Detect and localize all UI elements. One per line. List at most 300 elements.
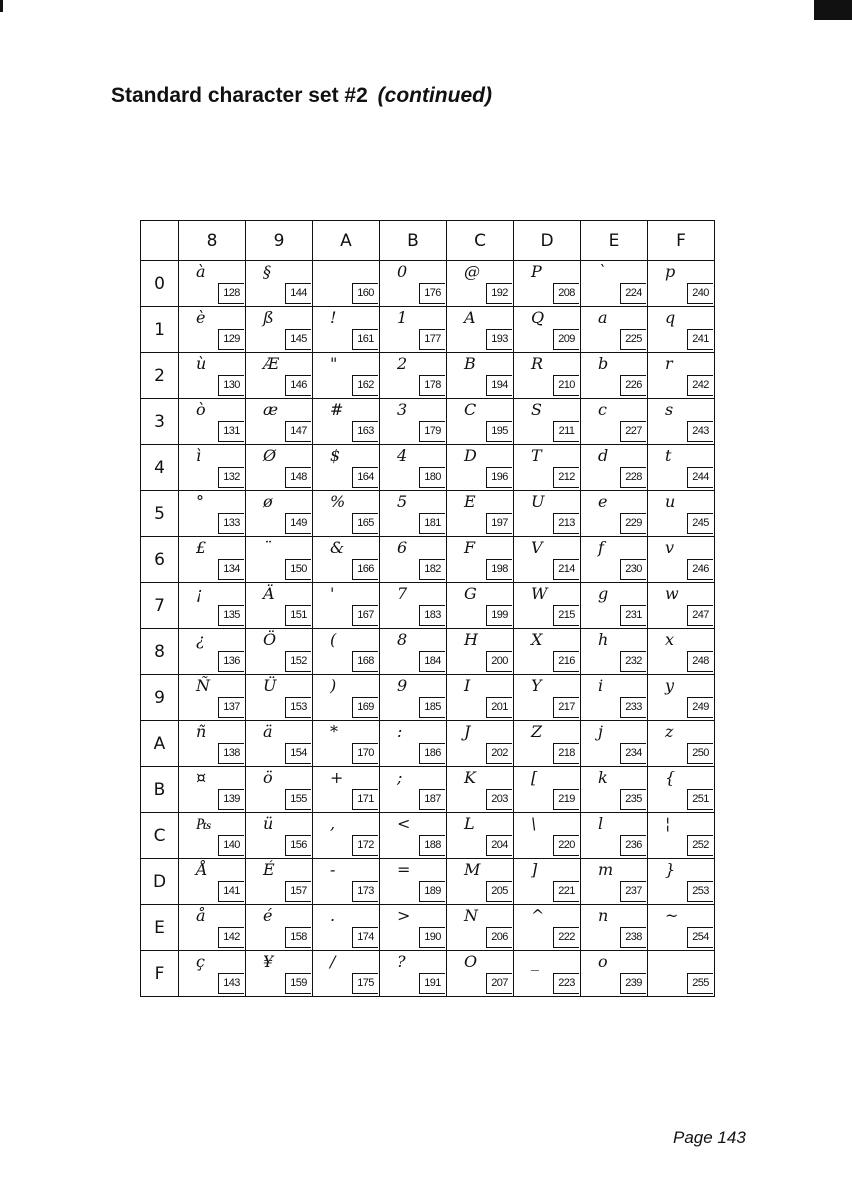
column-header: B: [380, 221, 447, 261]
character-cell: [514, 399, 581, 445]
character-cell: [179, 261, 246, 307]
character-cell: [179, 491, 246, 537]
character-cell: [179, 675, 246, 721]
character-cell: [380, 951, 447, 997]
character-glyph: ö: [263, 768, 273, 787]
character-cell: [648, 859, 715, 905]
character-cell: [581, 859, 648, 905]
character-glyph: G: [464, 584, 477, 603]
row-header: 7: [141, 583, 179, 629]
character-cell: [648, 813, 715, 859]
character-glyph: H: [464, 630, 478, 649]
character-glyph: ø: [263, 492, 273, 511]
character-glyph: ì: [196, 446, 202, 465]
decimal-code-box: 195: [486, 421, 512, 442]
decimal-code-box: 248: [687, 651, 713, 672]
decimal-code-box: 188: [419, 835, 445, 856]
character-cell: [514, 537, 581, 583]
decimal-code-box: 234: [620, 743, 646, 764]
decimal-code-box: 178: [419, 375, 445, 396]
character-cell: [447, 767, 514, 813]
decimal-code-box: 137: [218, 697, 244, 718]
character-glyph: m: [598, 860, 614, 879]
decimal-code-box: 240: [687, 283, 713, 304]
table-corner-cell: [141, 221, 179, 261]
character-glyph: q: [665, 308, 676, 327]
character-glyph: `: [598, 262, 606, 281]
character-cell: [246, 813, 313, 859]
character-glyph: w: [665, 584, 679, 603]
character-cell: [380, 675, 447, 721]
decimal-code-box: 170: [352, 743, 378, 764]
character-cell: [514, 583, 581, 629]
decimal-code-box: 162: [352, 375, 378, 396]
decimal-code-box: 209: [553, 329, 579, 350]
decimal-code-box: 189: [419, 881, 445, 902]
decimal-code-box: 229: [620, 513, 646, 534]
decimal-code-box: 131: [218, 421, 244, 442]
character-cell: [514, 445, 581, 491]
character-glyph: j: [598, 722, 603, 741]
character-cell: [179, 399, 246, 445]
character-cell: [246, 859, 313, 905]
character-cell: [581, 261, 648, 307]
decimal-code-box: 218: [553, 743, 579, 764]
decimal-code-box: 228: [620, 467, 646, 488]
decimal-code-box: 136: [218, 651, 244, 672]
table-row: [141, 353, 715, 399]
decimal-code-box: 177: [419, 329, 445, 350]
character-glyph: v: [665, 538, 675, 557]
decimal-code-box: 151: [285, 605, 311, 626]
character-glyph: ': [330, 584, 335, 603]
decimal-code-box: 179: [419, 421, 445, 442]
decimal-code-box: 239: [620, 973, 646, 994]
decimal-code-box: 225: [620, 329, 646, 350]
table-row: [141, 629, 715, 675]
character-glyph: ß: [263, 308, 274, 327]
character-cell: [246, 905, 313, 951]
character-cell: [648, 675, 715, 721]
decimal-code-box: 227: [620, 421, 646, 442]
decimal-code-box: 255: [687, 973, 713, 994]
character-glyph: n: [598, 906, 609, 925]
character-cell: [514, 307, 581, 353]
character-cell: [380, 537, 447, 583]
character-cell: [447, 905, 514, 951]
title-suffix: (continued): [377, 84, 492, 107]
character-glyph: .: [330, 906, 336, 925]
character-cell: [514, 675, 581, 721]
character-cell: [380, 491, 447, 537]
character-cell: [246, 583, 313, 629]
character-cell: [447, 583, 514, 629]
decimal-code-box: 193: [486, 329, 512, 350]
character-cell: [246, 261, 313, 307]
row-header: 5: [141, 491, 179, 537]
row-header: 3: [141, 399, 179, 445]
character-cell: [648, 583, 715, 629]
decimal-code-box: 208: [553, 283, 579, 304]
character-cell: [246, 491, 313, 537]
character-glyph: -: [330, 860, 336, 879]
table-row: [141, 951, 715, 997]
character-cell: [313, 859, 380, 905]
character-cell: [313, 537, 380, 583]
character-cell: [581, 537, 648, 583]
character-cell: [179, 307, 246, 353]
character-glyph: X: [531, 630, 543, 649]
decimal-code-box: 191: [419, 973, 445, 994]
character-glyph: >: [397, 906, 411, 925]
row-header: 8: [141, 629, 179, 675]
character-glyph: s: [665, 400, 674, 419]
character-glyph: Ö: [263, 630, 277, 649]
character-cell: [313, 721, 380, 767]
character-cell: [581, 629, 648, 675]
column-header-row: [141, 221, 715, 261]
decimal-code-box: 167: [352, 605, 378, 626]
decimal-code-box: 172: [352, 835, 378, 856]
character-cell: [380, 813, 447, 859]
character-glyph: A: [464, 308, 476, 327]
table-body: [141, 261, 715, 997]
character-cell: [447, 445, 514, 491]
character-cell: [447, 399, 514, 445]
character-cell: [246, 629, 313, 675]
decimal-code-box: 224: [620, 283, 646, 304]
character-cell: [246, 537, 313, 583]
character-glyph: T: [531, 446, 542, 465]
character-glyph: É: [263, 860, 275, 879]
decimal-code-box: 232: [620, 651, 646, 672]
character-glyph: (: [330, 630, 337, 649]
page-number: Page 143: [673, 1128, 746, 1147]
character-glyph: <: [397, 814, 411, 833]
character-glyph: p: [665, 262, 676, 281]
character-cell: [313, 629, 380, 675]
character-cell: [648, 307, 715, 353]
decimal-code-box: 243: [687, 421, 713, 442]
character-glyph: ¥: [263, 952, 274, 971]
character-cell: [313, 583, 380, 629]
row-header: 4: [141, 445, 179, 491]
decimal-code-box: 201: [486, 697, 512, 718]
character-glyph: 2: [397, 354, 408, 373]
character-cell: [179, 813, 246, 859]
character-cell: [380, 905, 447, 951]
character-glyph: r: [665, 354, 673, 373]
character-cell: [313, 767, 380, 813]
character-glyph: L: [464, 814, 475, 833]
character-glyph: ": [330, 354, 338, 373]
decimal-code-box: 199: [486, 605, 512, 626]
table-row: [141, 583, 715, 629]
decimal-code-box: 153: [285, 697, 311, 718]
decimal-code-box: 161: [352, 329, 378, 350]
decimal-code-box: 139: [218, 789, 244, 810]
character-glyph: D: [464, 446, 477, 465]
character-cell: [648, 261, 715, 307]
character-cell: [313, 905, 380, 951]
character-glyph: ¤: [196, 768, 207, 787]
character-cell: [648, 353, 715, 399]
character-cell: [648, 491, 715, 537]
character-cell: [648, 951, 715, 997]
decimal-code-box: 166: [352, 559, 378, 580]
character-glyph: ~: [665, 906, 679, 925]
row-header: A: [141, 721, 179, 767]
decimal-code-box: 219: [553, 789, 579, 810]
character-cell: [514, 813, 581, 859]
character-glyph: !: [330, 308, 337, 327]
character-cell: [447, 951, 514, 997]
character-glyph: ?: [397, 952, 406, 971]
decimal-code-box: 241: [687, 329, 713, 350]
character-cell: [447, 629, 514, 675]
character-glyph: M: [464, 860, 481, 879]
row-header: B: [141, 767, 179, 813]
character-cell: [447, 307, 514, 353]
character-cell: [648, 445, 715, 491]
character-glyph: d: [598, 446, 609, 465]
decimal-code-box: 160: [352, 283, 378, 304]
table-row: [141, 261, 715, 307]
decimal-code-box: 210: [553, 375, 579, 396]
character-cell: [514, 905, 581, 951]
decimal-code-box: 247: [687, 605, 713, 626]
decimal-code-box: 250: [687, 743, 713, 764]
character-cell: [581, 767, 648, 813]
character-glyph: °: [196, 492, 204, 511]
character-glyph: ä: [263, 722, 273, 741]
character-cell: [179, 859, 246, 905]
character-glyph: Ø: [263, 446, 277, 465]
row-header: 6: [141, 537, 179, 583]
decimal-code-box: 164: [352, 467, 378, 488]
character-cell: [447, 813, 514, 859]
decimal-code-box: 223: [553, 973, 579, 994]
table-row: [141, 537, 715, 583]
character-cell: [447, 353, 514, 399]
decimal-code-box: 165: [352, 513, 378, 534]
character-cell: [514, 767, 581, 813]
row-header: 2: [141, 353, 179, 399]
character-cell: [313, 261, 380, 307]
decimal-code-box: 207: [486, 973, 512, 994]
character-glyph: 1: [397, 308, 408, 327]
character-glyph: @: [464, 262, 480, 281]
character-cell: [447, 491, 514, 537]
character-glyph: a: [598, 308, 608, 327]
table-row: [141, 307, 715, 353]
decimal-code-box: 149: [285, 513, 311, 534]
character-glyph: :: [397, 722, 403, 741]
column-header: E: [581, 221, 648, 261]
decimal-code-box: 235: [620, 789, 646, 810]
character-cell: [246, 721, 313, 767]
character-cell: [447, 537, 514, 583]
decimal-code-box: 238: [620, 927, 646, 948]
character-glyph: 6: [397, 538, 408, 557]
character-cell: [648, 537, 715, 583]
table-row: [141, 675, 715, 721]
character-glyph: è: [196, 308, 206, 327]
decimal-code-box: 226: [620, 375, 646, 396]
character-cell: [179, 721, 246, 767]
table-row: [141, 491, 715, 537]
character-glyph: i: [598, 676, 604, 695]
row-header: 9: [141, 675, 179, 721]
character-glyph: E: [464, 492, 476, 511]
character-cell: [179, 767, 246, 813]
character-glyph: æ: [263, 400, 279, 419]
character-cell: [514, 721, 581, 767]
decimal-code-box: 217: [553, 697, 579, 718]
character-cell: [313, 353, 380, 399]
character-glyph: B: [464, 354, 476, 373]
character-glyph: _: [531, 952, 539, 971]
decimal-code-box: 159: [285, 973, 311, 994]
decimal-code-box: 142: [218, 927, 244, 948]
decimal-code-box: 245: [687, 513, 713, 534]
character-cell: [380, 307, 447, 353]
decimal-code-box: 200: [486, 651, 512, 672]
character-cell: [648, 905, 715, 951]
binding-mark: [0, 0, 3, 12]
decimal-code-box: 145: [285, 329, 311, 350]
decimal-code-box: 190: [419, 927, 445, 948]
character-cell: [380, 261, 447, 307]
decimal-code-box: 216: [553, 651, 579, 672]
row-header: D: [141, 859, 179, 905]
character-glyph: c: [598, 400, 607, 419]
character-cell: [648, 629, 715, 675]
character-glyph: 5: [397, 492, 408, 511]
character-cell: [246, 353, 313, 399]
character-glyph: J: [464, 722, 471, 741]
character-glyph: N: [464, 906, 478, 925]
decimal-code-box: 132: [218, 467, 244, 488]
character-cell: [380, 445, 447, 491]
character-glyph: å: [196, 906, 206, 925]
character-glyph: h: [598, 630, 609, 649]
decimal-code-box: 181: [419, 513, 445, 534]
character-glyph: 9: [397, 676, 408, 695]
character-cell: [447, 675, 514, 721]
decimal-code-box: 182: [419, 559, 445, 580]
character-glyph: Q: [531, 308, 545, 327]
decimal-code-box: 249: [687, 697, 713, 718]
column-header: C: [447, 221, 514, 261]
character-glyph: =: [397, 860, 411, 879]
table-row: [141, 905, 715, 951]
decimal-code-box: 212: [553, 467, 579, 488]
character-glyph: §: [263, 262, 271, 281]
character-cell: [313, 399, 380, 445]
character-glyph: 3: [397, 400, 408, 419]
character-glyph: ç: [196, 952, 205, 971]
decimal-code-box: 146: [285, 375, 311, 396]
decimal-code-box: 141: [218, 881, 244, 902]
column-header: A: [313, 221, 380, 261]
character-cell: [447, 859, 514, 905]
character-set-table: [140, 220, 715, 997]
character-cell: [581, 905, 648, 951]
character-cell: [179, 537, 246, 583]
character-cell: [447, 721, 514, 767]
character-cell: [447, 261, 514, 307]
character-glyph: 8: [397, 630, 408, 649]
character-glyph: &: [330, 538, 345, 557]
character-cell: [581, 583, 648, 629]
decimal-code-box: 254: [687, 927, 713, 948]
decimal-code-box: 173: [352, 881, 378, 902]
character-cell: [514, 353, 581, 399]
character-glyph: \: [531, 814, 537, 833]
decimal-code-box: 183: [419, 605, 445, 626]
decimal-code-box: 253: [687, 881, 713, 902]
character-glyph: à: [196, 262, 206, 281]
decimal-code-box: 246: [687, 559, 713, 580]
character-glyph: 0: [397, 262, 408, 281]
character-cell: [246, 675, 313, 721]
decimal-code-box: 171: [352, 789, 378, 810]
decimal-code-box: 135: [218, 605, 244, 626]
character-glyph: Å: [196, 860, 208, 879]
character-glyph: ¦: [665, 814, 671, 833]
decimal-code-box: 152: [285, 651, 311, 672]
character-glyph: *: [330, 722, 338, 741]
character-cell: [514, 859, 581, 905]
decimal-code-box: 140: [218, 835, 244, 856]
character-cell: [514, 261, 581, 307]
character-glyph: C: [464, 400, 477, 419]
character-glyph: u: [665, 492, 676, 511]
row-header: C: [141, 813, 179, 859]
decimal-code-box: 130: [218, 375, 244, 396]
decimal-code-box: 176: [419, 283, 445, 304]
character-cell: [246, 307, 313, 353]
character-glyph: Y: [531, 676, 542, 695]
character-cell: [313, 951, 380, 997]
character-cell: [380, 721, 447, 767]
character-cell: [313, 675, 380, 721]
character-glyph: ¡: [196, 584, 203, 603]
decimal-code-box: 163: [352, 421, 378, 442]
character-glyph: Ñ: [196, 676, 210, 695]
character-glyph: g: [598, 584, 609, 603]
table-row: [141, 859, 715, 905]
table-row: [141, 445, 715, 491]
character-glyph: O: [464, 952, 478, 971]
character-glyph: ù: [196, 354, 207, 373]
character-glyph: b: [598, 354, 609, 373]
character-cell: [246, 445, 313, 491]
character-cell: [179, 583, 246, 629]
decimal-code-box: 155: [285, 789, 311, 810]
character-glyph: ,: [330, 814, 336, 833]
decimal-code-box: 214: [553, 559, 579, 580]
decimal-code-box: 168: [352, 651, 378, 672]
decimal-code-box: 134: [218, 559, 244, 580]
character-glyph: ñ: [196, 722, 207, 741]
character-glyph: 4: [397, 446, 408, 465]
decimal-code-box: 158: [285, 927, 311, 948]
character-cell: [380, 859, 447, 905]
decimal-code-box: 233: [620, 697, 646, 718]
decimal-code-box: 203: [486, 789, 512, 810]
